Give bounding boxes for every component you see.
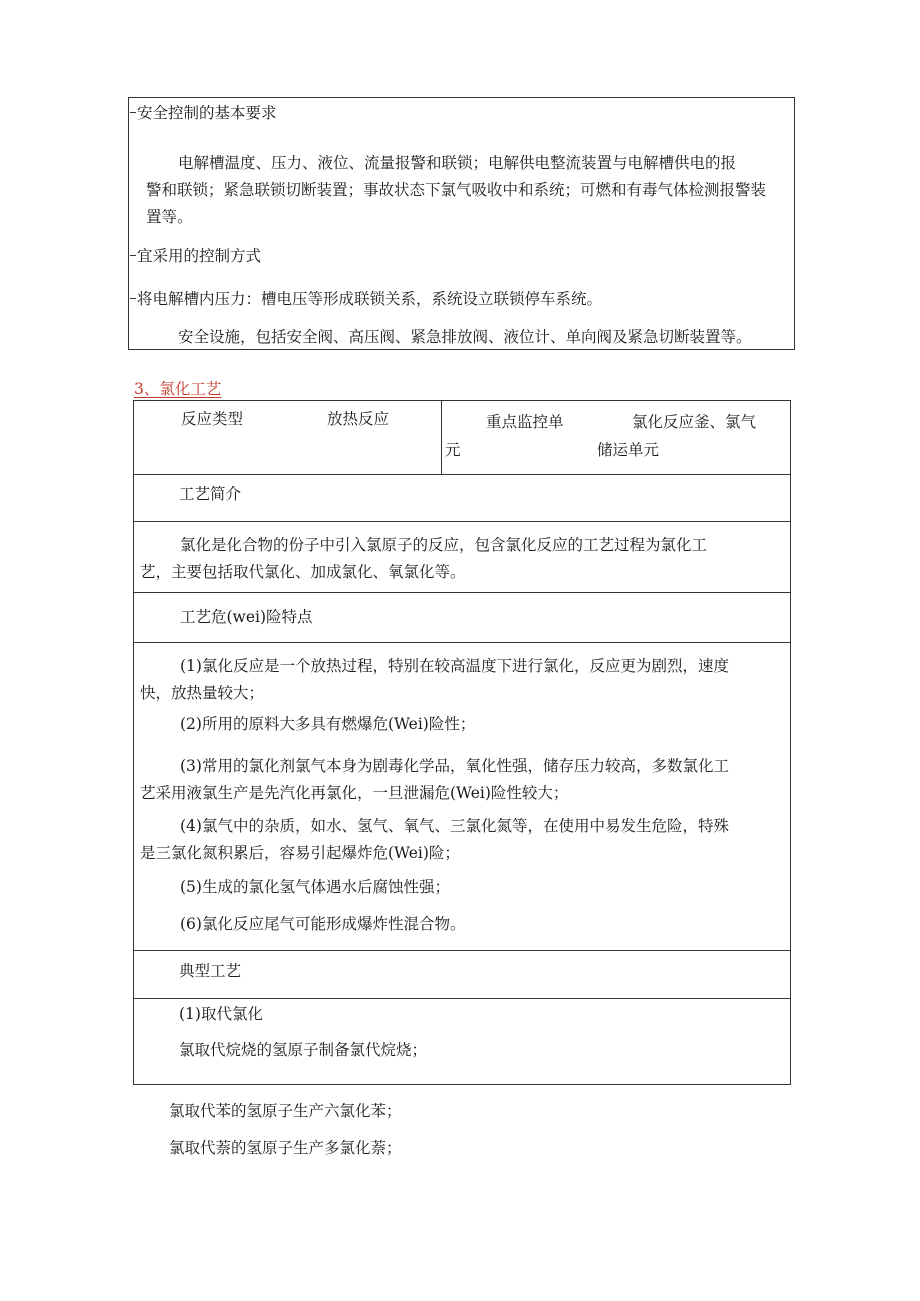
typical-item-alkane: 氯取代烷烧的氢原子制备氯代烷烧； <box>179 1041 428 1059</box>
heading-control-methods: 宜采用的控制方式 <box>130 249 261 265</box>
typical-item-naphthalene: 氯取代萘的氢原子生产多氯化萘； <box>169 1139 402 1157</box>
intro-heading: 工艺简介 <box>179 485 242 503</box>
para-safety-line-3: 置等。 <box>146 208 193 226</box>
header-divider <box>441 400 442 474</box>
reaction-type-label: 反应类型 <box>181 410 244 428</box>
hazard-3-line-1: (3)常用的氯化剂氯气本身为剧毒化学品，氧化性强，储存压力较高，多数氯化工 <box>180 757 729 775</box>
reaction-type-value: 放热反应 <box>327 410 390 428</box>
intro-line-1: 氯化是化合物的份子中引入氯原子的反应，包含氯化反应的工艺过程为氯化工 <box>180 536 708 554</box>
monitor-unit-value-line-1: 氯化反应釜、氯气 <box>632 413 757 431</box>
monitor-unit-value-line-2: 储运单元 <box>597 441 660 459</box>
typical-substitution: (1)取代氯化 <box>179 1005 263 1023</box>
row-line <box>133 642 791 643</box>
para-interlock: 将电解槽内压力：槽电压等形成联锁关系，系统设立联锁停车系统。 <box>130 292 602 308</box>
top-section-box <box>128 97 795 350</box>
row-line <box>133 592 791 593</box>
hazard-4-line-1: (4)氯气中的杂质，如水、氢气、氧气、三氯化氮等，在使用中易发生危险，特殊 <box>180 817 729 835</box>
hazard-4-line-2: 是三氯化氮积累后，容易引起爆炸危(Wei)险； <box>140 844 460 862</box>
heading-safety-requirements: 安全控制的基本要求 <box>130 106 277 122</box>
hazards-heading: 工艺危(wei)险特点 <box>180 608 313 626</box>
dash-mark <box>130 298 136 299</box>
hazard-2: (2)所用的原料大多具有燃爆危(Wei)险性； <box>180 715 476 733</box>
para-safety-line-1: 电解槽温度、压力、液位、流量报警和联锁；电解供电整流装置与电解槽供电的报 <box>178 154 737 172</box>
typical-item-benzene: 氯取代苯的氢原子生产六氯化苯； <box>169 1102 402 1120</box>
row-line <box>133 998 791 999</box>
para-safety-line-2: 警和联锁；紧急联锁切断装置；事故状态下氯气吸收中和系统；可燃和有毒气体检测报警装 <box>146 181 767 199</box>
hazard-1-line-1: (1)氯化反应是一个放热过程，特别在较高温度下进行氯化，反应更为剧烈，速度 <box>180 657 729 675</box>
intro-line-2: 艺，主要包括取代氯化、加成氯化、氧氯化等。 <box>140 563 466 581</box>
row-line <box>133 474 791 475</box>
dash-mark <box>130 255 136 256</box>
row-line <box>133 950 791 951</box>
hazard-1-line-2: 快，放热量较大； <box>140 684 265 702</box>
hazard-6: (6)氯化反应尾气可能形成爆炸性混合物。 <box>180 915 466 933</box>
monitor-unit-label-line-2: 元 <box>445 441 461 459</box>
section-title: 3、氯化工艺 <box>134 380 222 398</box>
typical-heading: 典型工艺 <box>179 962 242 980</box>
dash-mark <box>130 112 136 113</box>
row-line <box>133 521 791 522</box>
monitor-unit-label-line-1: 重点监控单 <box>486 413 564 431</box>
hazard-3-line-2: 艺采用液氯生产是先汽化再氯化，一旦泄漏危(Wei)险性较大； <box>140 784 569 802</box>
para-safety-facilities: 安全设施，包括安全阀、高压阀、紧急排放阀、液位计、单向阀及紧急切断装置等。 <box>178 328 752 346</box>
hazard-5: (5)生成的氯化氢气体遇水后腐蚀性强； <box>180 878 450 896</box>
